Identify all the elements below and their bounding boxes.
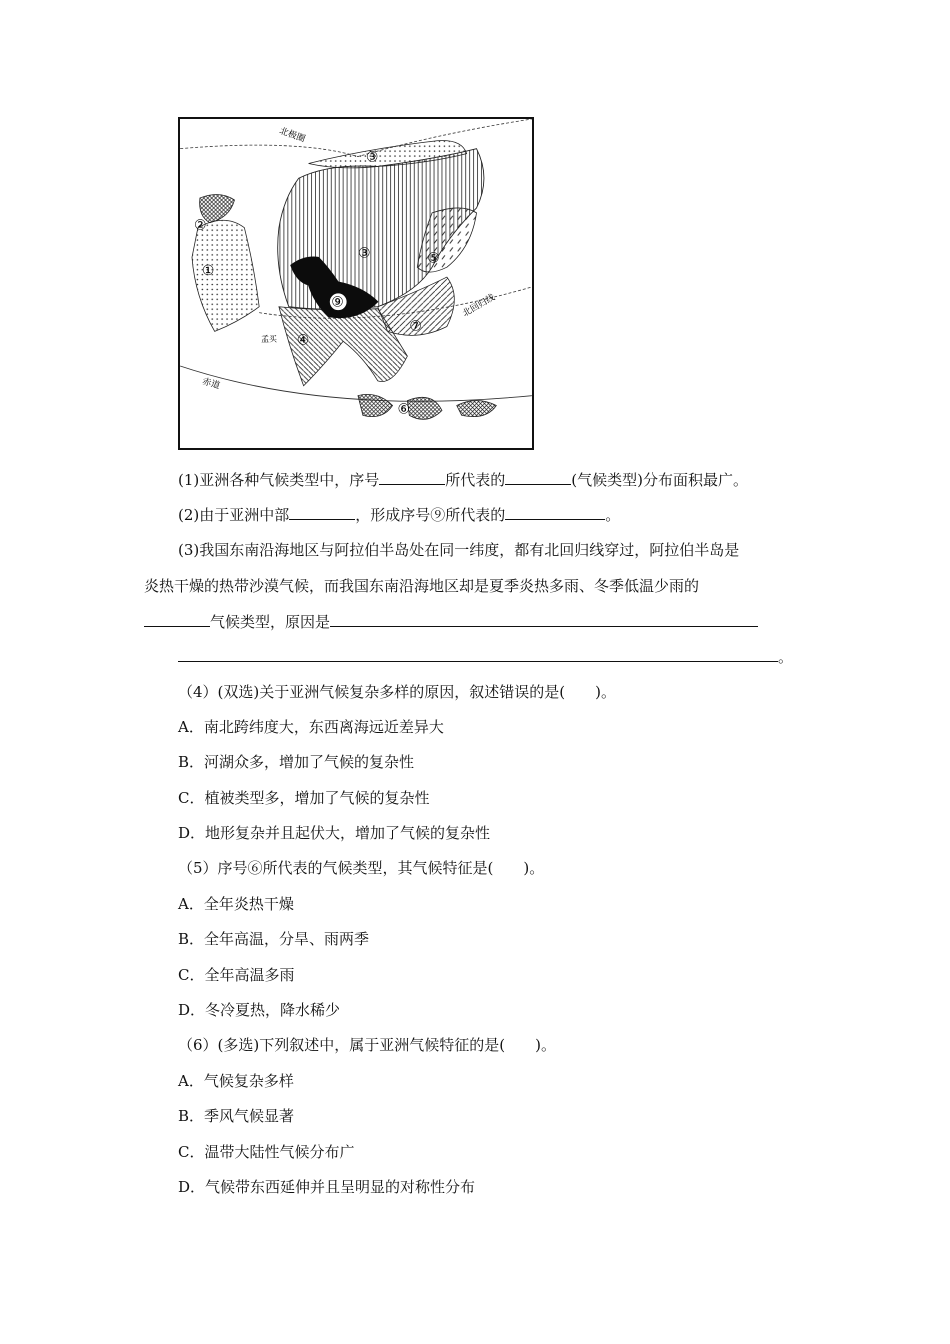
question-1: (1)亚洲各种气候类型中，序号 所代表的 (气候类型)分布面积最广。	[178, 471, 748, 489]
answer-blank[interactable]	[289, 504, 355, 520]
marker-7: ⑦	[409, 318, 422, 335]
equator-line	[180, 366, 532, 401]
question-4-option-c[interactable]: C．植被类型多，增加了气候的复杂性	[178, 789, 430, 807]
answer-blank[interactable]	[379, 469, 445, 485]
answer-blank[interactable]	[144, 611, 210, 627]
marker-2: ②	[193, 217, 207, 234]
question-4-stem: （4）(双选)关于亚洲气候复杂多样的原因，叙述错误的是( )。	[178, 683, 616, 701]
tropic-of-cancer-label: 北回归线	[461, 292, 497, 320]
arctic-circle-line	[180, 119, 532, 157]
question-5-option-c[interactable]: C．全年高温多雨	[178, 966, 295, 984]
question-5-option-a[interactable]: A．全年炎热干燥	[178, 895, 294, 913]
question-3-line-4: 。	[178, 646, 793, 667]
question-6-option-b[interactable]: B．季风气候显著	[178, 1107, 295, 1125]
marker-1: ①	[201, 263, 215, 280]
question-4-option-a[interactable]: A．南北跨纬度大，东西离海远近差异大	[178, 718, 444, 736]
question-3-line-2: 炎热干燥的热带沙漠气候，而我国东南沿海地区却是夏季炎热多雨、冬季低温少雨的	[144, 577, 700, 595]
marker-9: ⑨	[331, 294, 344, 311]
map-graphic	[180, 119, 532, 448]
question-6-stem: （6）(多选)下列叙述中，属于亚洲气候特征的是( )。	[178, 1036, 556, 1054]
marker-6: ⑥	[397, 401, 410, 418]
question-6-option-a[interactable]: A．气候复杂多样	[178, 1072, 294, 1090]
answer-blank[interactable]	[505, 504, 605, 520]
question-3-line-3: 气候类型，原因是	[144, 611, 758, 632]
marker-5: ⑤	[427, 250, 440, 267]
question-5-option-b[interactable]: B．全年高温，分旱、雨两季	[178, 930, 370, 948]
question-2: (2)由于亚洲中部 ，形成序号⑨所代表的 。	[178, 506, 621, 524]
question-4-option-b[interactable]: B．河湖众多，增加了气候的复杂性	[178, 753, 415, 771]
mumbai-label: 孟买	[261, 334, 277, 344]
marker-3a: ③	[365, 149, 379, 166]
answer-blank[interactable]	[505, 469, 571, 485]
answer-blank[interactable]	[178, 646, 778, 662]
question-6-option-c[interactable]: C．温带大陆性气候分布广	[178, 1143, 355, 1161]
marker-4: ④	[296, 332, 310, 349]
question-5-option-d[interactable]: D．冬冷夏热，降水稀少	[178, 1001, 341, 1019]
arctic-circle-label: 北极圈	[277, 126, 307, 145]
marker-3b: ③	[357, 245, 371, 262]
question-3-line-1: (3)我国东南沿海地区与阿拉伯半岛处在同一纬度，都有北回归线穿过，阿拉伯半岛是	[178, 541, 740, 559]
question-6-option-d[interactable]: D．气候带东西延伸并且呈明显的对称性分布	[178, 1178, 476, 1196]
question-5-stem: （5）序号⑥所代表的气候类型，其气候特征是( )。	[178, 859, 545, 877]
answer-blank[interactable]	[330, 611, 758, 627]
equator-label: 赤道	[201, 377, 221, 392]
question-4-option-d[interactable]: D．地形复杂并且起伏大，增加了气候的复杂性	[178, 824, 491, 842]
asia-climate-map	[178, 117, 534, 450]
